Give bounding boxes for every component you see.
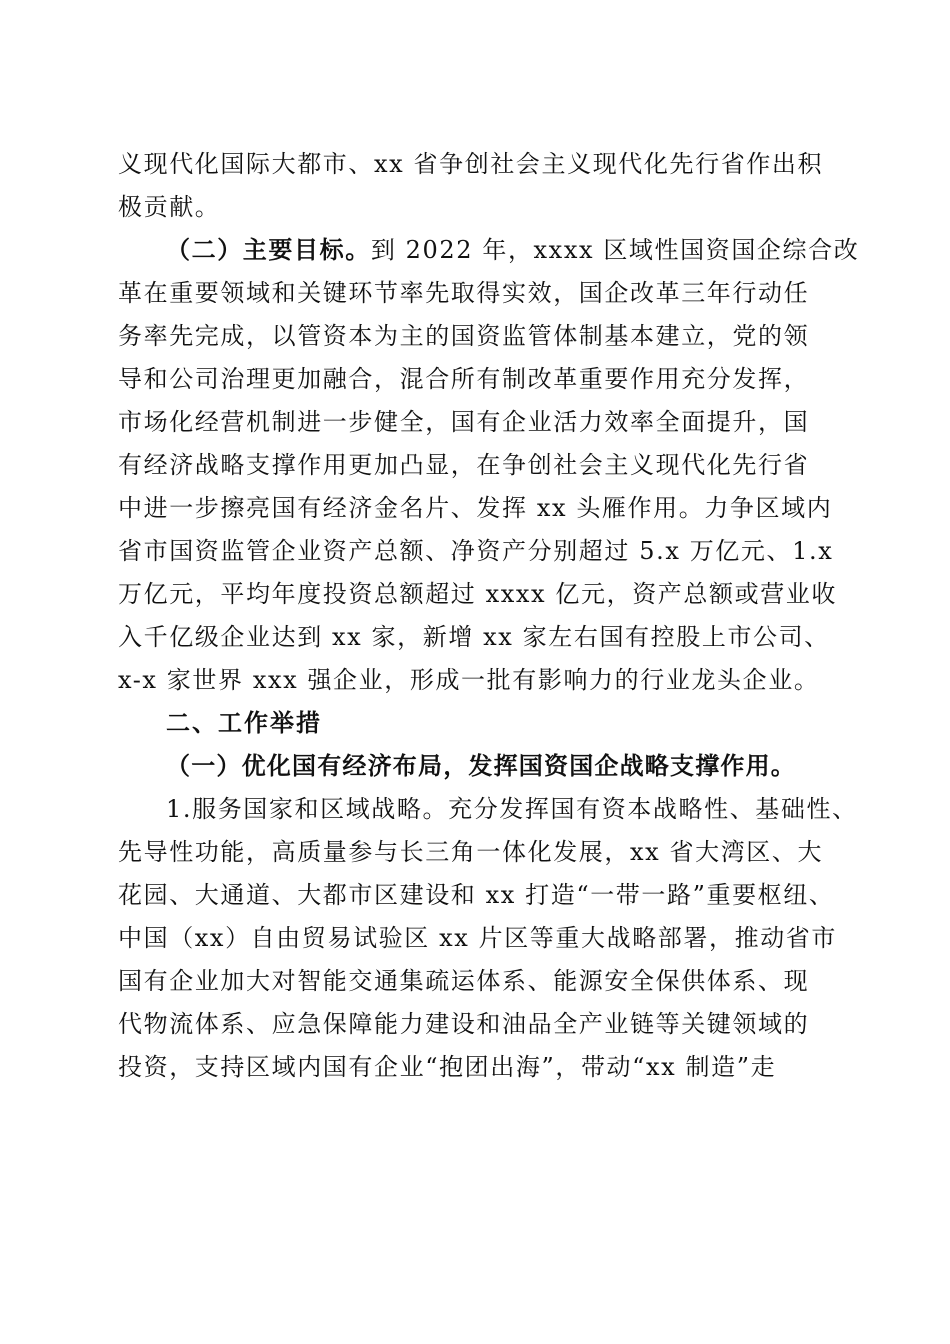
paragraph-line: 先导性功能，高质量参与长三角一体化发展，xx 省大湾区、大	[118, 838, 824, 866]
paragraph-line: 入千亿级企业达到 xx 家，新增 xx 家左右国有控股上市公司、	[118, 623, 830, 651]
goals-label: （二）主要目标。	[166, 236, 371, 264]
paragraph-line: 极贡献。	[118, 193, 221, 221]
paragraph-line: 义现代化国际大都市、xx 省争创社会主义现代化先行省作出积	[118, 150, 824, 178]
paragraph-line: 中国（xx）自由贸易试验区 xx 片区等重大战略部署，推动省市	[118, 924, 837, 952]
paragraph-line: 1.服务国家和区域战略。充分发挥国有资本战略性、基础性、	[166, 795, 858, 823]
paragraph-line: 省市国资监管企业资产总额、净资产分别超过 5.x 万亿元、1.x	[118, 537, 834, 565]
paragraph-line: 花园、大通道、大都市区建设和 xx 打造“一带一路”重要枢纽、	[118, 881, 835, 909]
paragraph-line: 代物流体系、应急保障能力建设和油品全产业链等关键领域的	[118, 1010, 810, 1038]
paragraph-line: 国有企业加大对智能交通集疏运体系、能源安全保供体系、现	[118, 967, 810, 995]
paragraph-line: 投资，支持区域内国有企业“抱团出海”，带动“xx 制造”走	[118, 1053, 777, 1081]
paragraph-line: 万亿元，平均年度投资总额超过 xxxx 亿元，资产总额或营业收	[118, 580, 837, 608]
paragraph-line: 务率先完成，以管资本为主的国资监管体制基本建立，党的领	[118, 322, 810, 350]
section-heading: 二、工作举措	[166, 709, 322, 737]
paragraph-line: 有经济战略支撑作用更加凸显，在争创社会主义现代化先行省	[118, 451, 810, 479]
paragraph-line: x-x 家世界 xxx 强企业，形成一批有影响力的行业龙头企业。	[118, 666, 820, 694]
paragraph-line: 中进一步擦亮国有经济金名片、发挥 xx 头雁作用。力争区域内	[118, 494, 833, 522]
paragraph-line: 导和公司治理更加融合，混合所有制改革重要作用充分发挥，	[118, 365, 810, 393]
subsection-heading: （一）优化国有经济布局，发挥国资国企战略支撑作用。	[166, 752, 796, 780]
goals-text: 到 2022 年，xxxx 区域性国资国企综合改	[370, 236, 860, 264]
paragraph-line	[166, 230, 896, 270]
paragraph-line: 革在重要领域和关键环节率先取得实效，国企改革三年行动任	[118, 279, 810, 307]
paragraph-line: 市场化经营机制进一步健全，国有企业活力效率全面提升，国	[118, 408, 810, 436]
